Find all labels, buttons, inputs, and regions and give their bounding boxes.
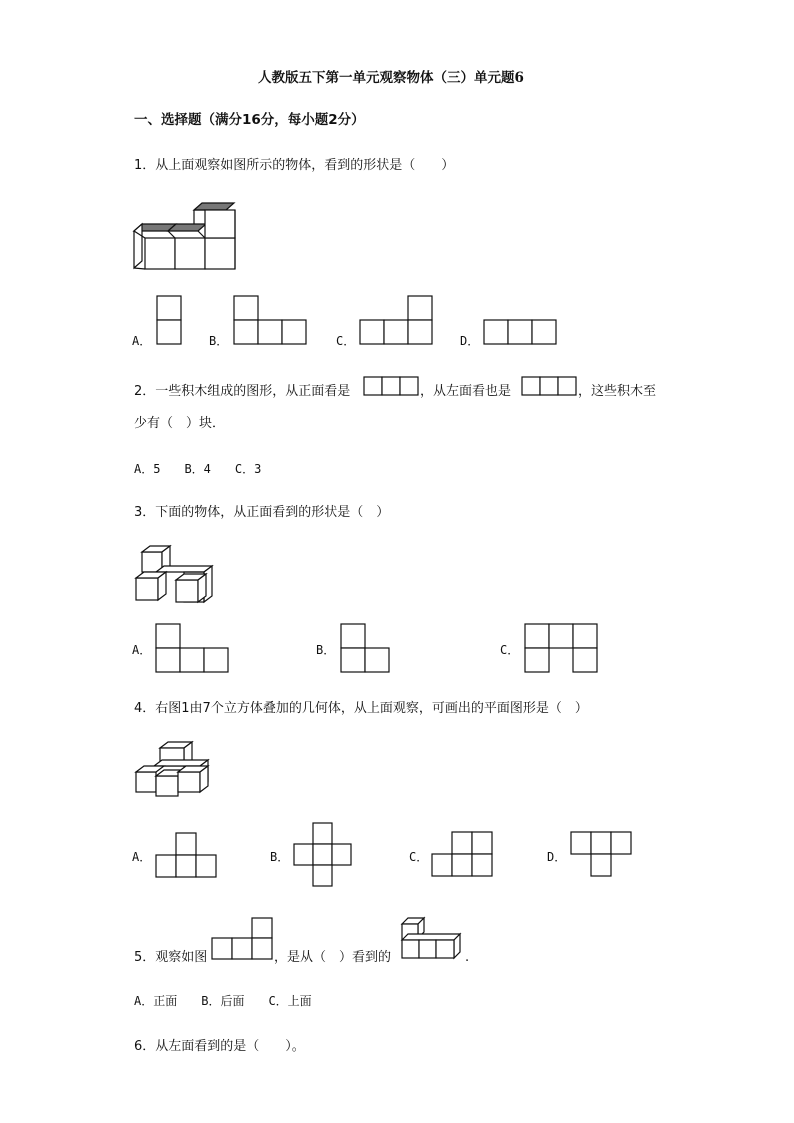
q3-option-c-figure [525,624,601,674]
question-2-stem-pre: 2．一些积木组成的图形，从正面看是 [134,384,351,399]
question-5-options[interactable]: A．正面 B．后面 C．上面 [134,994,312,1008]
q5-solid-figure [400,916,466,962]
question-3-stem: 3．下面的物体，从正面看到的形状是（ ） [134,505,390,520]
question-2-stem-mid: ，从左面看也是 [420,384,512,399]
q4-option-c-figure [432,832,496,878]
q3-option-a-figure [156,624,232,674]
q1-option-d-figure [484,320,560,346]
q4-option-a-figure [156,833,220,879]
question-2-options[interactable]: A．5 B．4 C．3 [134,462,262,476]
question-6-stem: 6．从左面看到的是（ ）。 [134,1039,305,1054]
question-5-stem-mid: ，是从（ ）看到的 [274,950,392,965]
q4-option-b-figure [294,823,354,887]
q4-solid-figure [134,740,210,798]
q2-left-view-figure [522,377,580,397]
q2-front-view-figure [364,377,422,397]
q4-option-d-label[interactable]: D． [547,850,567,864]
q4-option-b-label[interactable]: B． [270,850,290,864]
q3-solid-figure [134,544,218,606]
q4-option-a-label[interactable]: A． [132,850,152,864]
page-title: 人教版五下第一单元观察物体（三）单元题6 [258,70,524,86]
question-5-stem-pre: 5．观察如图 [134,950,208,965]
q3-option-a-label[interactable]: A． [132,643,152,657]
q1-option-b-figure [234,296,310,346]
q4-option-c-label[interactable]: C． [409,850,429,864]
q5-view-figure [212,918,276,962]
q1-option-b-label[interactable]: B． [209,334,229,348]
section-heading: 一、选择题（满分16分，每小题2分） [134,112,365,128]
q3-option-b-label[interactable]: B． [316,643,336,657]
question-5-stem-post: . [465,950,470,965]
q3-option-b-figure [341,624,393,674]
q1-option-c-label[interactable]: C． [336,334,356,348]
q1-option-d-label[interactable]: D． [460,334,480,348]
q1-solid-figure [130,198,240,274]
question-2-stem-post: ，这些积木至 [578,384,657,399]
q4-option-d-figure [571,832,635,878]
q1-option-c-figure [360,296,436,346]
q1-option-a-figure [157,296,183,346]
question-1-stem: 1．从上面观察如图所示的物体，看到的形状是（ ） [134,158,455,173]
q3-option-c-label[interactable]: C． [500,643,520,657]
q1-option-a-label[interactable]: A． [132,334,152,348]
question-2-stem-line2: 少有（ ）块． [134,416,226,431]
question-4-stem: 4．右图1由7个立方体叠加的几何体，从上面观察，可画出的平面图形是（ ） [134,701,588,716]
